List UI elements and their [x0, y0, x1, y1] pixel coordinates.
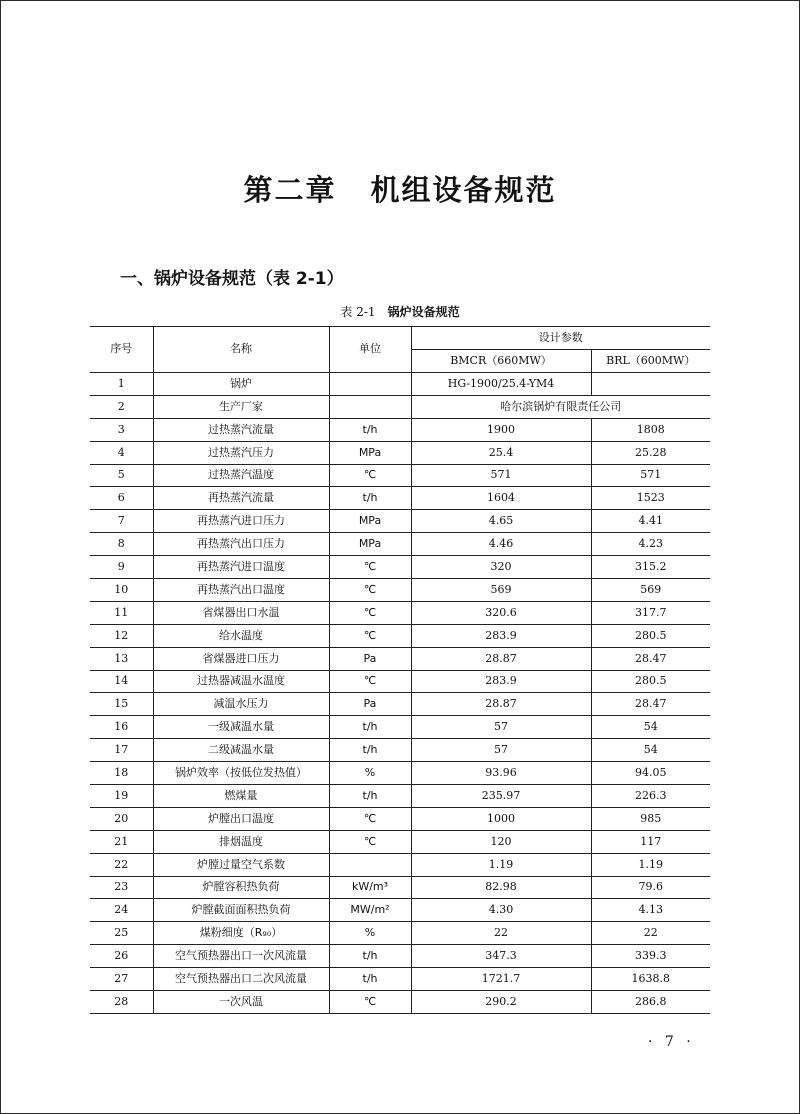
cell-name: 锅炉效率（按低位发热值）: [153, 762, 329, 785]
cell-brl: 54: [591, 716, 710, 739]
cell-unit: t/h: [329, 716, 411, 739]
cell-seq: 24: [90, 899, 153, 922]
cell-seq: 1: [90, 373, 153, 396]
cell-brl: 226.3: [591, 785, 710, 808]
table-row: [90, 647, 710, 670]
cell-brl: 571: [591, 464, 710, 487]
table-row: [90, 876, 710, 899]
cell-name: 二级减温水量: [153, 739, 329, 762]
cell-seq: 13: [90, 647, 153, 670]
cell-bmcr: 1.19: [411, 853, 591, 876]
cell-seq: 23: [90, 876, 153, 899]
cell-seq: 12: [90, 624, 153, 647]
table-body: [90, 373, 710, 1014]
table-row: [90, 762, 710, 785]
cell-name: 炉膛容积热负荷: [153, 876, 329, 899]
header-seq: 序号: [90, 327, 153, 373]
cell-bmcr: 283.9: [411, 670, 591, 693]
cell-brl: 22: [591, 922, 710, 945]
cell-unit: MPa: [329, 441, 411, 464]
cell-seq: 8: [90, 533, 153, 556]
cell-unit: ℃: [329, 991, 411, 1014]
cell-name: 一次风温: [153, 991, 329, 1014]
cell-brl: 1638.8: [591, 968, 710, 991]
cell-name: 再热蒸汽进口温度: [153, 556, 329, 579]
cell-seq: 2: [90, 395, 153, 418]
table-row: [90, 945, 710, 968]
cell-seq: 11: [90, 601, 153, 624]
cell-unit: t/h: [329, 487, 411, 510]
cell-unit: ℃: [329, 830, 411, 853]
cell-bmcr: 320: [411, 556, 591, 579]
header-bmcr: BMCR（660MW）: [411, 350, 591, 373]
cell-name: 锅炉: [153, 373, 329, 396]
table-caption-number: 表 2-1: [340, 305, 376, 319]
cell-unit: Pa: [329, 647, 411, 670]
cell-seq: 20: [90, 807, 153, 830]
chapter-title: [0, 168, 800, 209]
cell-unit: t/h: [329, 785, 411, 808]
header-unit: 单位: [329, 327, 411, 373]
cell-name: 燃煤量: [153, 785, 329, 808]
cell-unit: ℃: [329, 807, 411, 830]
cell-seq: 5: [90, 464, 153, 487]
table-row: [90, 533, 710, 556]
cell-bmcr: 57: [411, 739, 591, 762]
cell-name: 省煤器出口水温: [153, 601, 329, 624]
boiler-spec-table: [90, 326, 710, 1014]
cell-unit: MW/m²: [329, 899, 411, 922]
cell-seq: 22: [90, 853, 153, 876]
cell-brl: 1808: [591, 418, 710, 441]
cell-seq: 28: [90, 991, 153, 1014]
cell-bmcr: 290.2: [411, 991, 591, 1014]
cell-unit: MPa: [329, 533, 411, 556]
cell-brl: 315.2: [591, 556, 710, 579]
table-row: [90, 807, 710, 830]
table-row: [90, 418, 710, 441]
cell-bmcr: 57: [411, 716, 591, 739]
cell-seq: 4: [90, 441, 153, 464]
cell-brl: 54: [591, 739, 710, 762]
cell-bmcr: 4.46: [411, 533, 591, 556]
cell-seq: 10: [90, 579, 153, 602]
cell-unit: %: [329, 762, 411, 785]
cell-bmcr: 25.4: [411, 441, 591, 464]
cell-unit: ℃: [329, 579, 411, 602]
cell-brl: 28.47: [591, 693, 710, 716]
cell-bmcr: 28.87: [411, 647, 591, 670]
cell-bmcr: 235.97: [411, 785, 591, 808]
cell-unit: t/h: [329, 739, 411, 762]
cell-seq: 17: [90, 739, 153, 762]
table-row: [90, 579, 710, 602]
cell-bmcr: 1604: [411, 487, 591, 510]
cell-unit: kW/m³: [329, 876, 411, 899]
cell-name: 炉膛截面面积热负荷: [153, 899, 329, 922]
cell-brl: 94.05: [591, 762, 710, 785]
cell-bmcr: 4.30: [411, 899, 591, 922]
cell-unit: [329, 853, 411, 876]
cell-bmcr: 1721.7: [411, 968, 591, 991]
cell-brl: 569: [591, 579, 710, 602]
cell-seq: 14: [90, 670, 153, 693]
cell-brl: 1.19: [591, 853, 710, 876]
table-row: [90, 716, 710, 739]
table-row: [90, 487, 710, 510]
cell-seq: 21: [90, 830, 153, 853]
cell-unit: ℃: [329, 556, 411, 579]
cell-name: 再热蒸汽进口压力: [153, 510, 329, 533]
cell-bmcr: 28.87: [411, 693, 591, 716]
cell-seq: 16: [90, 716, 153, 739]
cell-bmcr: 哈尔滨锅炉有限责任公司: [411, 395, 710, 418]
cell-brl: 117: [591, 830, 710, 853]
cell-brl: 4.41: [591, 510, 710, 533]
table-row: [90, 464, 710, 487]
header-design-params: 设计参数: [411, 327, 710, 350]
page-number: · 7 ·: [648, 1034, 695, 1050]
cell-seq: 3: [90, 418, 153, 441]
cell-unit: ℃: [329, 464, 411, 487]
cell-seq: 27: [90, 968, 153, 991]
table-row: [90, 922, 710, 945]
cell-bmcr: 22: [411, 922, 591, 945]
chapter-number: 第二章: [243, 173, 337, 207]
cell-brl: 286.8: [591, 991, 710, 1014]
table-row: [90, 830, 710, 853]
cell-bmcr: 93.96: [411, 762, 591, 785]
cell-bmcr: 283.9: [411, 624, 591, 647]
table-row: [90, 441, 710, 464]
cell-unit: ℃: [329, 670, 411, 693]
table-row: [90, 739, 710, 762]
cell-bmcr: 120: [411, 830, 591, 853]
table-row: [90, 395, 710, 418]
table-row: [90, 556, 710, 579]
cell-bmcr: 569: [411, 579, 591, 602]
cell-name: 一级减温水量: [153, 716, 329, 739]
cell-seq: 18: [90, 762, 153, 785]
cell-brl: [591, 373, 710, 396]
cell-name: 减温水压力: [153, 693, 329, 716]
cell-seq: 19: [90, 785, 153, 808]
cell-seq: 7: [90, 510, 153, 533]
cell-seq: 15: [90, 693, 153, 716]
cell-name: 过热蒸汽温度: [153, 464, 329, 487]
cell-unit: t/h: [329, 418, 411, 441]
cell-brl: 1523: [591, 487, 710, 510]
cell-brl: 25.28: [591, 441, 710, 464]
table-caption: [0, 303, 800, 320]
cell-unit: %: [329, 922, 411, 945]
cell-unit: ℃: [329, 601, 411, 624]
cell-name: 再热蒸汽出口压力: [153, 533, 329, 556]
cell-name: 省煤器进口压力: [153, 647, 329, 670]
header-brl: BRL（600MW）: [591, 350, 710, 373]
header-name: 名称: [153, 327, 329, 373]
cell-name: 炉膛出口温度: [153, 807, 329, 830]
cell-seq: 25: [90, 922, 153, 945]
cell-bmcr: 82.98: [411, 876, 591, 899]
cell-brl: 339.3: [591, 945, 710, 968]
table-row: [90, 968, 710, 991]
cell-unit: t/h: [329, 945, 411, 968]
cell-name: 排烟温度: [153, 830, 329, 853]
table-row: [90, 373, 710, 396]
table-row: [90, 785, 710, 808]
cell-bmcr: 571: [411, 464, 591, 487]
table-caption-title: 锅炉设备规范: [387, 305, 460, 319]
table-row: [90, 670, 710, 693]
cell-name: 过热蒸汽压力: [153, 441, 329, 464]
cell-name: 炉膛过量空气系数: [153, 853, 329, 876]
cell-bmcr: 4.65: [411, 510, 591, 533]
cell-name: 空气预热器出口一次风流量: [153, 945, 329, 968]
cell-brl: 79.6: [591, 876, 710, 899]
cell-unit: [329, 395, 411, 418]
cell-brl: 280.5: [591, 670, 710, 693]
table-row: [90, 624, 710, 647]
cell-unit: t/h: [329, 968, 411, 991]
cell-unit: ℃: [329, 624, 411, 647]
cell-name: 过热蒸汽流量: [153, 418, 329, 441]
cell-name: 再热蒸汽流量: [153, 487, 329, 510]
cell-brl: 4.13: [591, 899, 710, 922]
cell-bmcr: HG-1900/25.4-YM4: [411, 373, 591, 396]
cell-name: 空气预热器出口二次风流量: [153, 968, 329, 991]
cell-name: 生产厂家: [153, 395, 329, 418]
cell-name: 煤粉细度（R₉₀）: [153, 922, 329, 945]
table-row: [90, 991, 710, 1014]
cell-seq: 9: [90, 556, 153, 579]
cell-bmcr: 320.6: [411, 601, 591, 624]
cell-unit: MPa: [329, 510, 411, 533]
cell-name: 给水温度: [153, 624, 329, 647]
table-row: [90, 693, 710, 716]
cell-unit: Pa: [329, 693, 411, 716]
table-row: [90, 601, 710, 624]
table-row: [90, 853, 710, 876]
cell-bmcr: 1900: [411, 418, 591, 441]
cell-name: 过热器减温水温度: [153, 670, 329, 693]
cell-brl: 317.7: [591, 601, 710, 624]
cell-brl: 4.23: [591, 533, 710, 556]
cell-seq: 26: [90, 945, 153, 968]
table-row: [90, 899, 710, 922]
cell-bmcr: 1000: [411, 807, 591, 830]
cell-brl: 280.5: [591, 624, 710, 647]
cell-bmcr: 347.3: [411, 945, 591, 968]
cell-name: 再热蒸汽出口温度: [153, 579, 329, 602]
section-heading: 一、锅炉设备规范（表 2-1）: [120, 269, 344, 289]
cell-unit: [329, 373, 411, 396]
chapter-name: 机组设备规范: [370, 173, 557, 207]
table-row: [90, 510, 710, 533]
cell-seq: 6: [90, 487, 153, 510]
cell-brl: 28.47: [591, 647, 710, 670]
cell-brl: 985: [591, 807, 710, 830]
